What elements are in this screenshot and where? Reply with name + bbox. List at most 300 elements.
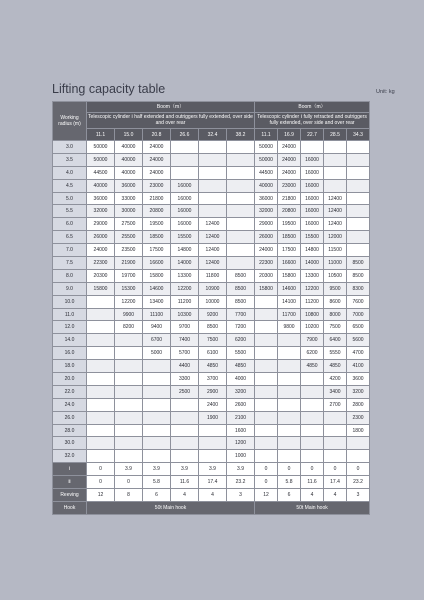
right-boom-header: Boom（m） xyxy=(255,102,370,113)
capacity-cell: 12200 xyxy=(171,282,199,295)
capacity-cell: 4400 xyxy=(171,360,199,373)
capacity-cell: 36000 xyxy=(87,192,115,205)
capacity-cell xyxy=(255,398,278,411)
capacity-cell: 8000 xyxy=(324,308,347,321)
capacity-cell: 15800 xyxy=(143,269,171,282)
capacity-cell: 24000 xyxy=(278,141,301,154)
capacity-cell xyxy=(87,373,115,386)
extension-cell: 0 xyxy=(87,476,115,489)
capacity-cell: 11700 xyxy=(278,308,301,321)
capacity-cell xyxy=(115,411,143,424)
capacity-cell: 20300 xyxy=(255,269,278,282)
capacity-cell: 10500 xyxy=(324,269,347,282)
capacity-cell: 11500 xyxy=(324,244,347,257)
capacity-cell: 11800 xyxy=(199,269,227,282)
boom-length-cell: 32.4 xyxy=(199,129,227,141)
extension-cell: 23.2 xyxy=(347,476,370,489)
capacity-cell: 40000 xyxy=(87,179,115,192)
capacity-cell: 7500 xyxy=(324,321,347,334)
capacity-cell: 50000 xyxy=(87,141,115,154)
capacity-cell: 12200 xyxy=(301,282,324,295)
extension-cell: 11.6 xyxy=(171,476,199,489)
capacity-cell: 15800 xyxy=(255,282,278,295)
capacity-cell xyxy=(227,192,255,205)
capacity-cell xyxy=(227,231,255,244)
table-row xyxy=(53,231,370,244)
capacity-cell xyxy=(171,153,199,166)
capacity-cell: 26000 xyxy=(255,231,278,244)
capacity-cell xyxy=(301,411,324,424)
capacity-cell: 5600 xyxy=(347,334,370,347)
capacity-cell: 16000 xyxy=(301,218,324,231)
capacity-cell: 8600 xyxy=(324,295,347,308)
radius-cell: 4.0 xyxy=(53,166,87,179)
capacity-cell xyxy=(301,450,324,463)
capacity-cell xyxy=(301,424,324,437)
radius-cell: 30.0 xyxy=(53,437,87,450)
capacity-cell xyxy=(255,360,278,373)
capacity-cell xyxy=(199,424,227,437)
capacity-cell xyxy=(143,385,171,398)
capacity-cell: 5500 xyxy=(227,347,255,360)
capacity-cell: 10900 xyxy=(199,282,227,295)
extension-cell: 3.9 xyxy=(143,463,171,476)
radius-cell: 10.0 xyxy=(53,295,87,308)
capacity-cell: 12400 xyxy=(199,257,227,270)
radius-cell: 11.0 xyxy=(53,308,87,321)
boom-length-cell: 11.1 xyxy=(255,129,278,141)
radius-cell: 16.0 xyxy=(53,347,87,360)
capacity-cell: 2500 xyxy=(171,385,199,398)
capacity-cell: 21800 xyxy=(143,192,171,205)
table-row xyxy=(53,166,370,179)
boom-length-row xyxy=(53,129,370,141)
capacity-cell xyxy=(143,411,171,424)
table-row xyxy=(53,153,370,166)
capacity-cell: 44500 xyxy=(255,166,278,179)
capacity-cell: 9500 xyxy=(324,282,347,295)
capacity-cell: 12400 xyxy=(324,205,347,218)
table-row xyxy=(53,192,370,205)
capacity-cell: 16000 xyxy=(301,166,324,179)
capacity-cell: 16600 xyxy=(278,257,301,270)
capacity-cell: 6200 xyxy=(301,347,324,360)
capacity-cell: 8500 xyxy=(227,282,255,295)
capacity-cell: 29000 xyxy=(87,218,115,231)
table-row xyxy=(53,282,370,295)
capacity-cell: 15800 xyxy=(278,269,301,282)
extension-cell: 8 xyxy=(115,489,143,502)
radius-header: Working radius (m) xyxy=(53,102,87,141)
capacity-cell xyxy=(347,244,370,257)
capacity-cell xyxy=(347,450,370,463)
capacity-cell: 5550 xyxy=(324,347,347,360)
extension-cell: 4 xyxy=(301,489,324,502)
radius-cell: 24.0 xyxy=(53,398,87,411)
capacity-cell: 2400 xyxy=(199,398,227,411)
capacity-cell xyxy=(347,231,370,244)
capacity-cell: 50000 xyxy=(255,153,278,166)
capacity-cell xyxy=(301,437,324,450)
capacity-cell: 14000 xyxy=(301,257,324,270)
extension-label: Reeving xyxy=(53,489,87,502)
capacity-cell: 7200 xyxy=(227,321,255,334)
capacity-cell xyxy=(324,179,347,192)
capacity-cell: 25500 xyxy=(115,231,143,244)
page-title: Lifting capacity table xyxy=(52,82,166,96)
capacity-cell: 1200 xyxy=(227,437,255,450)
capacity-cell: 12200 xyxy=(115,295,143,308)
capacity-cell xyxy=(87,334,115,347)
capacity-cell xyxy=(347,192,370,205)
capacity-cell: 6100 xyxy=(199,347,227,360)
capacity-cell: 22300 xyxy=(87,257,115,270)
capacity-cell xyxy=(255,437,278,450)
extension-label: Ⅱ xyxy=(53,476,87,489)
extension-row xyxy=(53,476,370,489)
capacity-cell: 32000 xyxy=(87,205,115,218)
extension-cell: 23.2 xyxy=(227,476,255,489)
capacity-cell: 23500 xyxy=(115,244,143,257)
capacity-cell xyxy=(171,450,199,463)
radius-cell: 26.0 xyxy=(53,411,87,424)
radius-cell: 28.0 xyxy=(53,424,87,437)
capacity-cell: 20300 xyxy=(87,269,115,282)
extension-cell: 4 xyxy=(171,489,199,502)
capacity-cell: 3200 xyxy=(347,385,370,398)
capacity-cell: 15800 xyxy=(87,282,115,295)
capacity-cell: 12400 xyxy=(324,192,347,205)
capacity-cell: 40000 xyxy=(115,141,143,154)
capacity-cell xyxy=(324,411,347,424)
capacity-cell: 10000 xyxy=(199,295,227,308)
table-row xyxy=(53,179,370,192)
capacity-cell: 2100 xyxy=(227,411,255,424)
capacity-cell: 8500 xyxy=(227,269,255,282)
capacity-cell: 20800 xyxy=(143,205,171,218)
radius-cell: 4.5 xyxy=(53,179,87,192)
capacity-cell: 32000 xyxy=(255,205,278,218)
table-row xyxy=(53,295,370,308)
extension-cell: 3.9 xyxy=(227,463,255,476)
capacity-cell xyxy=(171,424,199,437)
capacity-cell xyxy=(87,411,115,424)
left-boom-header: Boom（m） xyxy=(87,102,255,113)
capacity-cell: 9200 xyxy=(199,308,227,321)
capacity-cell xyxy=(115,334,143,347)
capacity-cell: 24000 xyxy=(87,244,115,257)
capacity-cell: 1900 xyxy=(199,411,227,424)
extension-cell: 0 xyxy=(301,463,324,476)
capacity-cell: 6700 xyxy=(143,334,171,347)
boom-length-cell: 26.6 xyxy=(171,129,199,141)
capacity-cell: 44500 xyxy=(87,166,115,179)
capacity-cell xyxy=(199,205,227,218)
capacity-cell: 16000 xyxy=(301,192,324,205)
table-row xyxy=(53,141,370,154)
extension-cell: 6 xyxy=(278,489,301,502)
radius-cell: 5.5 xyxy=(53,205,87,218)
capacity-cell xyxy=(115,347,143,360)
capacity-cell xyxy=(143,424,171,437)
capacity-cell: 8500 xyxy=(199,321,227,334)
extension-cell: 0 xyxy=(347,463,370,476)
capacity-cell xyxy=(171,398,199,411)
capacity-cell xyxy=(278,398,301,411)
capacity-cell: 11200 xyxy=(171,295,199,308)
hook-row xyxy=(53,501,370,514)
capacity-cell: 14800 xyxy=(171,244,199,257)
boom-length-cell: 15.0 xyxy=(115,129,143,141)
capacity-cell: 13300 xyxy=(301,269,324,282)
extension-cell: 3 xyxy=(347,489,370,502)
capacity-cell: 5700 xyxy=(171,347,199,360)
capacity-cell xyxy=(255,308,278,321)
capacity-cell xyxy=(324,450,347,463)
extension-cell: 0 xyxy=(278,463,301,476)
capacity-cell: 6500 xyxy=(347,321,370,334)
capacity-cell: 7500 xyxy=(199,334,227,347)
capacity-cell: 14000 xyxy=(171,257,199,270)
capacity-cell xyxy=(255,424,278,437)
radius-cell: 32.0 xyxy=(53,450,87,463)
capacity-cell: 4000 xyxy=(227,373,255,386)
capacity-cell: 14600 xyxy=(143,282,171,295)
capacity-cell: 7000 xyxy=(347,308,370,321)
radius-cell: 7.5 xyxy=(53,257,87,270)
capacity-cell: 3600 xyxy=(347,373,370,386)
capacity-cell xyxy=(115,385,143,398)
radius-cell: 14.0 xyxy=(53,334,87,347)
capacity-cell: 7600 xyxy=(347,295,370,308)
lifting-capacity-table xyxy=(52,101,370,515)
capacity-cell xyxy=(324,141,347,154)
radius-cell: 5.0 xyxy=(53,192,87,205)
capacity-cell xyxy=(227,166,255,179)
hook-label: Hook xyxy=(53,501,87,514)
boom-length-cell: 11.1 xyxy=(87,129,115,141)
right-condition: Telescopic cylinder Ⅰ fully retracted and outriggers fully extended, over side and over rear xyxy=(255,113,370,129)
capacity-cell xyxy=(301,373,324,386)
capacity-cell: 12400 xyxy=(199,218,227,231)
capacity-cell xyxy=(171,166,199,179)
capacity-cell: 40000 xyxy=(255,179,278,192)
capacity-cell xyxy=(301,141,324,154)
table-row xyxy=(53,385,370,398)
capacity-cell: 9700 xyxy=(171,321,199,334)
capacity-cell xyxy=(255,373,278,386)
capacity-cell: 3400 xyxy=(324,385,347,398)
capacity-cell: 23000 xyxy=(143,179,171,192)
capacity-cell: 16600 xyxy=(143,257,171,270)
capacity-cell xyxy=(143,437,171,450)
capacity-cell xyxy=(87,450,115,463)
capacity-cell: 4850 xyxy=(227,360,255,373)
capacity-cell: 40000 xyxy=(115,153,143,166)
capacity-cell: 4200 xyxy=(324,373,347,386)
capacity-cell: 19500 xyxy=(278,218,301,231)
capacity-cell xyxy=(227,218,255,231)
capacity-cell xyxy=(301,398,324,411)
capacity-cell: 24000 xyxy=(278,166,301,179)
extension-cell: 3.9 xyxy=(199,463,227,476)
table-row xyxy=(53,347,370,360)
capacity-cell: 8500 xyxy=(227,295,255,308)
capacity-cell xyxy=(87,398,115,411)
capacity-cell: 19700 xyxy=(115,269,143,282)
capacity-cell xyxy=(171,411,199,424)
boom-length-cell: 28.5 xyxy=(324,129,347,141)
capacity-cell xyxy=(227,244,255,257)
capacity-cell xyxy=(171,437,199,450)
capacity-cell: 14800 xyxy=(301,244,324,257)
extension-cell: 0 xyxy=(324,463,347,476)
capacity-cell xyxy=(115,437,143,450)
capacity-cell: 16000 xyxy=(301,153,324,166)
capacity-cell: 1800 xyxy=(347,424,370,437)
capacity-cell xyxy=(143,398,171,411)
capacity-cell: 50000 xyxy=(255,141,278,154)
unit-label: Unit: kg xyxy=(376,89,395,95)
capacity-cell xyxy=(87,308,115,321)
capacity-cell: 7900 xyxy=(301,334,324,347)
boom-length-cell: 38.2 xyxy=(227,129,255,141)
capacity-cell: 12000 xyxy=(324,231,347,244)
capacity-cell: 1600 xyxy=(227,424,255,437)
capacity-cell: 10800 xyxy=(301,308,324,321)
capacity-cell: 16000 xyxy=(171,192,199,205)
capacity-cell: 13400 xyxy=(143,295,171,308)
capacity-cell xyxy=(87,437,115,450)
table-row xyxy=(53,424,370,437)
extension-cell: 3 xyxy=(227,489,255,502)
boom-length-cell: 34.3 xyxy=(347,129,370,141)
table-row xyxy=(53,360,370,373)
capacity-cell: 21900 xyxy=(115,257,143,270)
capacity-cell xyxy=(143,450,171,463)
capacity-cell: 23000 xyxy=(278,179,301,192)
capacity-cell: 16000 xyxy=(171,205,199,218)
radius-cell: 20.0 xyxy=(53,373,87,386)
capacity-cell: 11100 xyxy=(143,308,171,321)
table-row xyxy=(53,269,370,282)
capacity-cell: 10200 xyxy=(301,321,324,334)
capacity-cell xyxy=(255,347,278,360)
capacity-cell xyxy=(199,141,227,154)
capacity-cell xyxy=(199,192,227,205)
extension-label: Ⅰ xyxy=(53,463,87,476)
capacity-cell: 9900 xyxy=(115,308,143,321)
capacity-cell: 30000 xyxy=(115,205,143,218)
extension-cell: 5.8 xyxy=(143,476,171,489)
radius-cell: 6.0 xyxy=(53,218,87,231)
hook-right: 50t Main hook xyxy=(255,501,370,514)
radius-cell: 9.0 xyxy=(53,282,87,295)
capacity-cell xyxy=(324,153,347,166)
capacity-cell xyxy=(278,347,301,360)
capacity-cell xyxy=(278,373,301,386)
capacity-cell xyxy=(278,334,301,347)
table-row xyxy=(53,398,370,411)
capacity-cell: 16000 xyxy=(301,179,324,192)
capacity-cell xyxy=(255,385,278,398)
capacity-cell xyxy=(143,360,171,373)
capacity-cell: 4850 xyxy=(301,360,324,373)
table-row xyxy=(53,334,370,347)
capacity-cell xyxy=(278,437,301,450)
capacity-cell xyxy=(255,334,278,347)
capacity-cell xyxy=(87,424,115,437)
boom-length-cell: 20.8 xyxy=(143,129,171,141)
extension-cell: 4 xyxy=(324,489,347,502)
capacity-cell xyxy=(227,257,255,270)
extension-cell: 4 xyxy=(199,489,227,502)
capacity-cell xyxy=(227,141,255,154)
capacity-cell: 8300 xyxy=(347,282,370,295)
capacity-cell: 8500 xyxy=(347,257,370,270)
capacity-cell: 15500 xyxy=(171,231,199,244)
capacity-cell xyxy=(278,450,301,463)
capacity-cell: 15500 xyxy=(301,231,324,244)
table-row xyxy=(53,257,370,270)
capacity-cell xyxy=(227,179,255,192)
table-row xyxy=(53,205,370,218)
capacity-cell xyxy=(347,437,370,450)
extension-cell: 0 xyxy=(255,476,278,489)
capacity-cell: 4100 xyxy=(347,360,370,373)
table-row xyxy=(53,321,370,334)
capacity-cell: 2900 xyxy=(199,385,227,398)
extension-row xyxy=(53,463,370,476)
capacity-cell xyxy=(87,321,115,334)
capacity-cell: 3200 xyxy=(227,385,255,398)
capacity-cell: 3300 xyxy=(171,373,199,386)
extension-cell: 12 xyxy=(87,489,115,502)
capacity-cell xyxy=(324,424,347,437)
capacity-cell xyxy=(255,295,278,308)
capacity-cell: 13300 xyxy=(171,269,199,282)
capacity-cell: 26000 xyxy=(87,231,115,244)
capacity-cell xyxy=(347,218,370,231)
radius-cell: 6.5 xyxy=(53,231,87,244)
capacity-cell: 2600 xyxy=(227,398,255,411)
capacity-cell: 24000 xyxy=(278,153,301,166)
capacity-cell xyxy=(347,141,370,154)
capacity-cell: 16000 xyxy=(171,218,199,231)
extension-cell: 0 xyxy=(255,463,278,476)
capacity-cell: 9800 xyxy=(278,321,301,334)
capacity-cell: 17500 xyxy=(278,244,301,257)
extension-row xyxy=(53,489,370,502)
capacity-cell xyxy=(115,424,143,437)
capacity-cell xyxy=(255,450,278,463)
capacity-cell xyxy=(255,411,278,424)
capacity-cell xyxy=(87,295,115,308)
table-row xyxy=(53,450,370,463)
capacity-cell xyxy=(199,166,227,179)
radius-cell: 12.0 xyxy=(53,321,87,334)
extension-cell: 0 xyxy=(87,463,115,476)
capacity-cell xyxy=(87,360,115,373)
capacity-cell: 22300 xyxy=(255,257,278,270)
capacity-cell xyxy=(347,153,370,166)
capacity-cell: 7400 xyxy=(171,334,199,347)
capacity-cell: 2300 xyxy=(347,411,370,424)
radius-cell: 18.0 xyxy=(53,360,87,373)
capacity-cell xyxy=(199,153,227,166)
capacity-cell xyxy=(227,153,255,166)
capacity-cell: 24000 xyxy=(143,166,171,179)
